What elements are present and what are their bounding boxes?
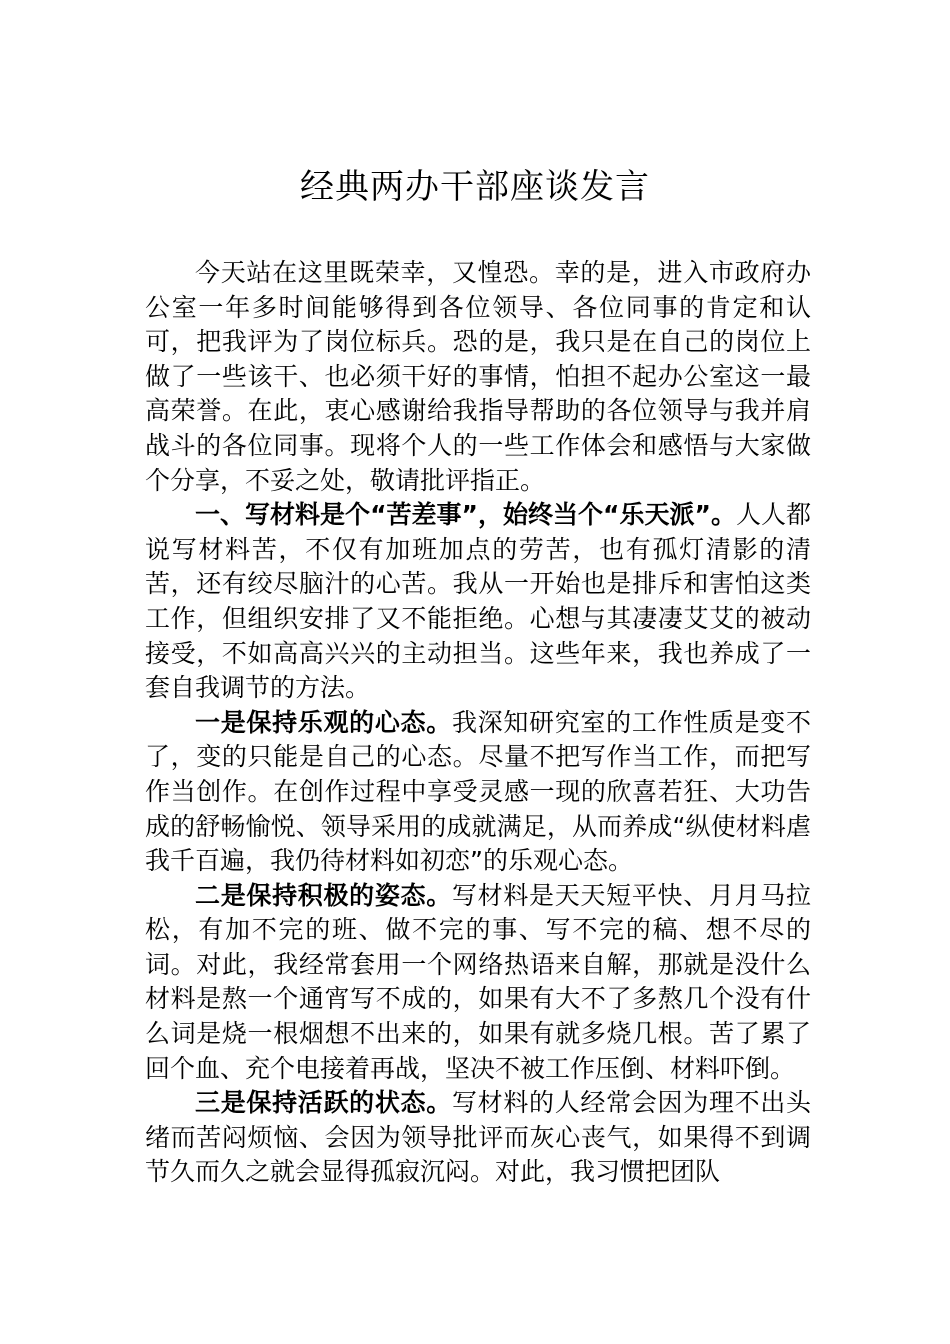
paragraph-point-2 [145, 879, 811, 1087]
paragraph-text: 人人都说写材料苦，不仅有加班加点的劳苦，也有孤灯清影的清苦，还有绞尽脑汁的心苦。我从一开始也是排斥和害怕这类工作，但组织安排了又不能拒绝。心想与其凄凄艾艾的被动接受，不如高高兴兴的主动担当。这些年来，我也养成了一套自我调节的方法。 [145, 500, 811, 703]
paragraph-text: 写材料是天天短平快、月月马拉松，有加不完的班、做不完的事、写不完的稿、想不尽的词。对此，我经常套用一个网络热语来自解，那就是没什么材料是熬一个通宵写不成的，如果有大不了多熬几个没有什么词是烧一根烟想不出来的，如果有就多烧几根。苦了累了回个血、充个电接着再战，坚决不被工作压倒、材料吓倒。 [145, 880, 811, 1083]
point-heading: 二是保持积极的姿态。 [195, 880, 452, 910]
section-heading: 一、写材料是个“苦差事”，始终当个“乐天派”。 [195, 500, 736, 530]
point-heading: 一是保持乐观的心态。 [195, 707, 452, 737]
document-title: 经典两办干部座谈发言 [300, 167, 650, 207]
paragraph-intro [145, 256, 811, 498]
paragraph-point-3 [145, 1086, 811, 1190]
point-heading: 三是保持活跃的状态。 [195, 1088, 452, 1118]
paragraph-text: 我深知研究室的工作性质是变不了，变的只能是自己的心态。尽量不把写作当工作，而把写作当创作。在创作过程中享受灵感一现的欣喜若狂、大功告成的舒畅愉悦、领导采用的成就满足，从而养成“纵使材料虐我千百遍，我仍待材料如初恋”的乐观心态。 [145, 707, 811, 876]
paragraph-point-1 [145, 706, 811, 879]
paragraph-text: 写材料的人经常会因为理不出头绪而苦闷烦恼、会因为领导批评而灰心丧气，如果得不到调节久而久之就会显得孤寂沉闷。对此，我习惯把团队 [145, 1088, 811, 1187]
paragraph-section-1 [145, 498, 811, 706]
document-body [145, 256, 811, 1190]
paragraph-text: 今天站在这里既荣幸，又惶恐。幸的是，进入市政府办公室一年多时间能够得到各位领导、各位同事的肯定和认可，把我评为了岗位标兵。恐的是，我只是在自己的岗位上做了一些该干、也必须干好的事情，怕担不起办公室这一最高荣誉。在此，衷心感谢给我指导帮助的各位领导与我并肩战斗的各位同事。现将个人的一些工作体会和感悟与大家做个分享，不妥之处，敬请批评指正。 [145, 258, 811, 495]
